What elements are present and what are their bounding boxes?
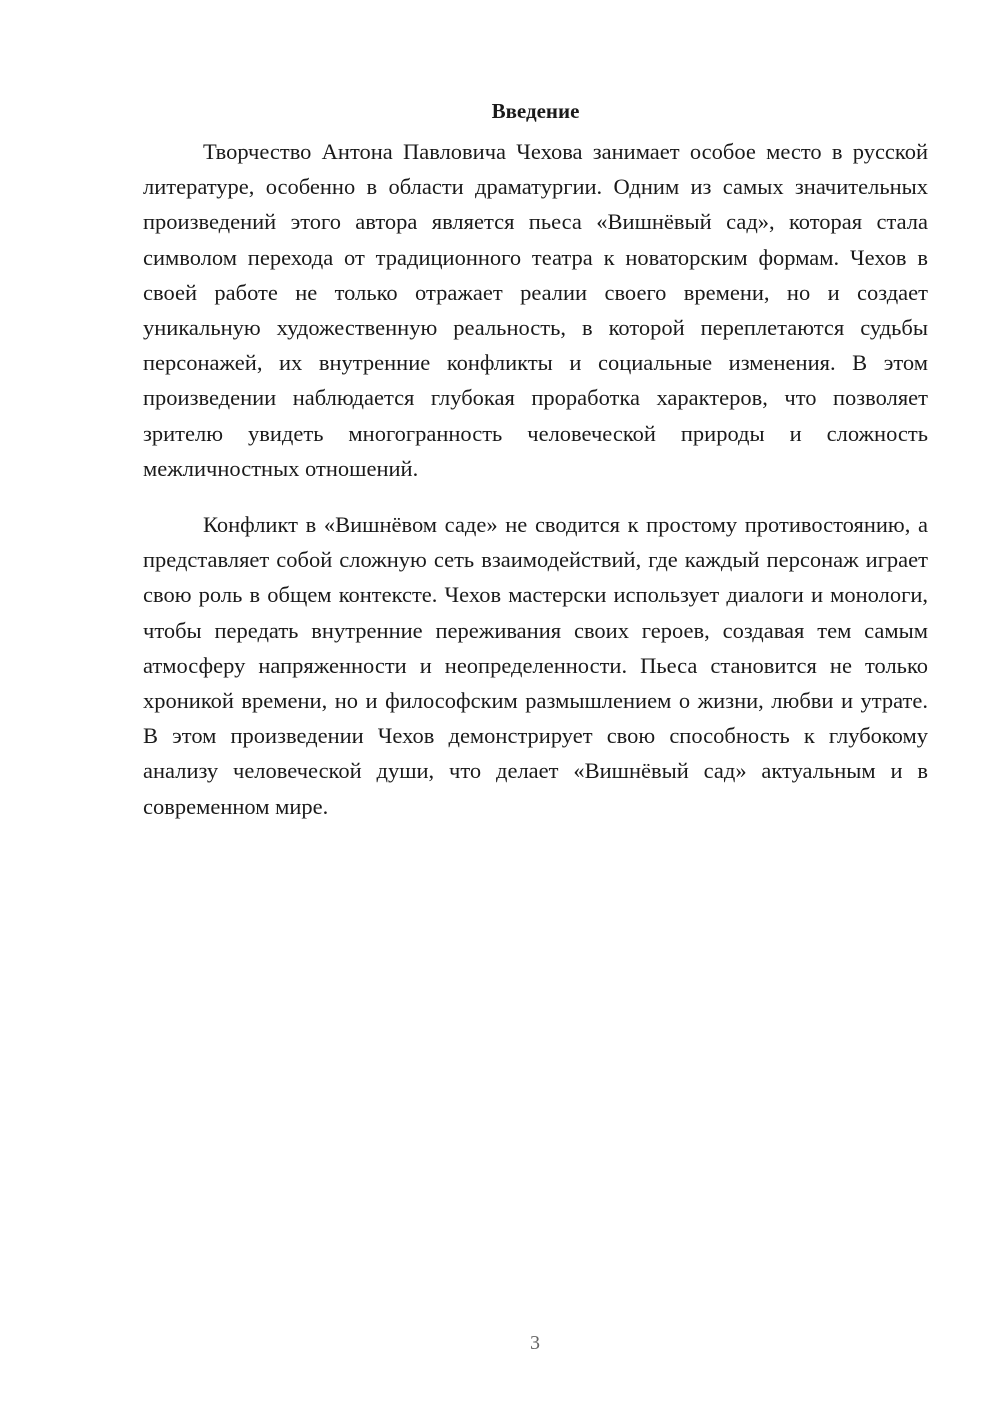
page-number: 3 — [530, 1332, 540, 1354]
page-content — [143, 96, 928, 824]
paragraph-1: Творчество Антона Павловича Чехова занимает особое место в русской литературе, особенно в области драматургии. Одним из самых значительных произведений этого автора является пьеса «Вишнёвый сад», которая стала символом перехода от традиционного театра к новаторским формам. Чехов в своей работе не только отражает реалии своего времени, но и создает уникальную художественную реальность, в которой переплетаются судьбы персонажей, их внутренние конфликты и социальные изменения. В этом произведении наблюдается глубокая проработка характеров, что позволяет зрителю увидеть многогранность человеческой природы и сложность межличностных отношений. — [143, 139, 928, 481]
paragraph-2: Конфликт в «Вишнёвом саде» не сводится к простому противостоянию, а представляет собой сложную сеть взаимодействий, где каждый персонаж играет свою роль в общем контексте. Чехов мастерски использует диалоги и монологи, чтобы передать внутренние переживания своих героев, создавая тем самым атмосферу напряженности и неопределенности. Пьеса становится не только хроникой времени, но и философским размышлением о жизни, любви и утрате. В этом произведении Чехов демонстрирует свою способность к глубокому анализу человеческой души, что делает «Вишнёвый сад» актуальным и в современном мире. — [143, 512, 928, 819]
section-heading: Введение — [491, 99, 580, 123]
